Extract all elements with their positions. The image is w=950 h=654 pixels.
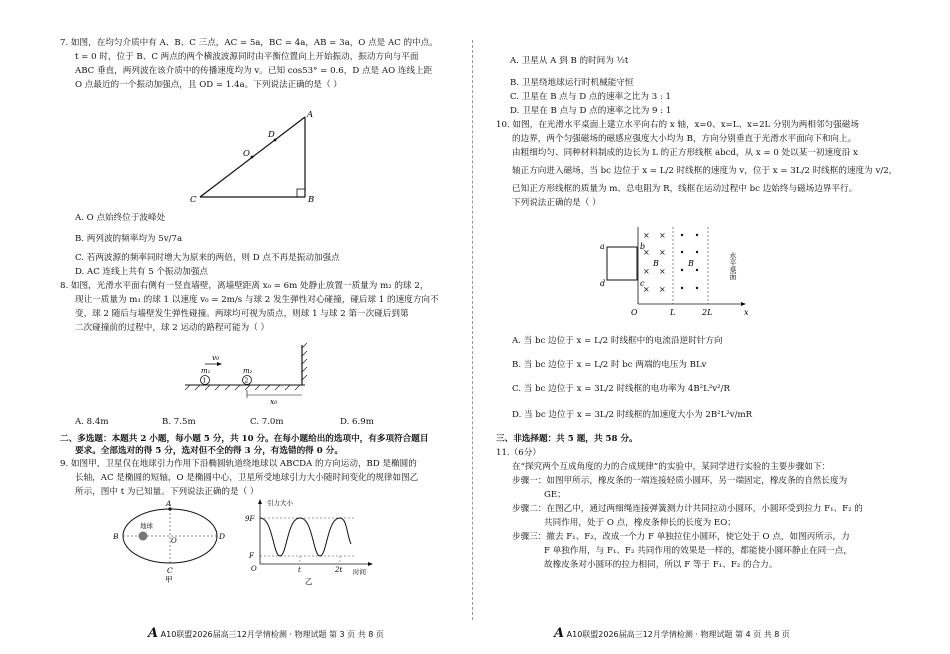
q11-step-2: 步骤二：在图乙中，通过两细绳连接弹簧测力计共同拉动小圆环，小圆环受到拉力 F₁、F₂ 的 bbox=[512, 504, 863, 514]
q9-option-a: A. 卫星从 A 到 B 的时间为 ½t bbox=[510, 56, 629, 66]
q7-option-a: A. O 点始终位于波峰处 bbox=[75, 213, 166, 223]
svg-text:×: × bbox=[659, 231, 666, 240]
q10-label-a: a bbox=[600, 242, 605, 251]
q7-label-a: A bbox=[307, 110, 314, 120]
q9-option-c: C. 卫星在 B 点与 D 点的速率之比为 3 : 1 bbox=[510, 92, 672, 102]
q9-line-2: 长轴，AC 是椭圆的短轴，O 是椭圆中心，卫星所受地球引力大小随时间变化的规律如图乙 bbox=[75, 473, 419, 483]
q10-label-c: c bbox=[640, 279, 645, 288]
q8-label-x0: x₀ bbox=[270, 397, 278, 406]
q9-figure-jia bbox=[110, 498, 230, 584]
left-footer-text: A10联盟2026届高三12月学情检测 · 物理试题 第 3 页 共 8 页 bbox=[160, 630, 384, 639]
publisher-logo: A bbox=[148, 626, 159, 641]
q11-step-3: 步骤三：撤去 F₁、F₂，改成一个力 F 单独拉住小圆环，使它处于 O 点，如图丙所示，力 bbox=[512, 532, 850, 542]
q8-ball-2: 2 bbox=[244, 377, 249, 385]
q11-step-1: 步骤一：如图甲所示，橡皮条的一端连接轻质小圆环，另一端固定，橡皮条的自然长度为 bbox=[512, 476, 848, 486]
right-footer bbox=[554, 626, 790, 641]
q10-table-label: 水平桌面 bbox=[729, 252, 737, 280]
svg-text:×: × bbox=[643, 248, 650, 257]
q10-line-2: 的边界，两个匀强磁场的磁感应强度大小均为 B，方向分别垂直于光滑水平面向下和向上。 bbox=[512, 134, 857, 144]
q9-jia-label-o: O bbox=[171, 537, 177, 545]
q11-step-1-cont: GE； bbox=[544, 490, 566, 500]
left-footer bbox=[148, 626, 384, 641]
q9-option-b: B. 卫星绕地球运行时机械能守恒 bbox=[510, 78, 634, 88]
q9-figure-yi bbox=[245, 496, 380, 588]
q8-label-m2: m₂ bbox=[243, 367, 253, 375]
q8-line-4: 二次碰撞前的过程中，球 2 运动的路程可能为（ ） bbox=[75, 323, 270, 333]
left-page bbox=[0, 0, 472, 654]
q10-label-origin: O bbox=[631, 308, 638, 317]
q10-line-4: 轴正方向进入磁场，当 bc 边位于 x = L/2 时线框的速度为 v，位于 x = 3L/2 时线框的速度为 v/2， bbox=[512, 166, 898, 176]
q10-option-b: B. 当 bc 边位于 x = L/2 时 bc 两端的电压为 BLv bbox=[512, 360, 707, 370]
svg-text:×: × bbox=[659, 267, 666, 276]
q10-field-b-right: B bbox=[688, 259, 694, 268]
q11-head: 11.（6分） bbox=[496, 448, 541, 458]
q9-jia-label-b: B bbox=[113, 532, 119, 541]
q7-label-b: B bbox=[308, 195, 315, 205]
q9-jia-label-a: A bbox=[166, 499, 172, 508]
q7-line-2: t = 0 时，位于 B、C 两点的两个横波波源同时由平衡位置向上开始振动，振动方向与平面 bbox=[75, 52, 419, 62]
q10-magnetic-field-figure bbox=[593, 222, 758, 322]
q8-label-m1: m₁ bbox=[201, 367, 211, 375]
q7-triangle-figure bbox=[180, 100, 330, 210]
q11-step-3-cont-2: 故橡皮条对小圆环的拉力相同，所以 F 等于 F₁、F₂ 的合力。 bbox=[544, 560, 778, 570]
q8-line-3: 变，球 2 随后与墙壁发生弹性碰撞。两球均可视为质点，则球 1 与球 2 第一次碰后到第 bbox=[75, 309, 409, 319]
q8-option-a: A. 8.4m bbox=[75, 417, 109, 427]
q9-option-d: D. 卫星在 B 点与 D 点的速率之比为 9 : 1 bbox=[510, 106, 672, 116]
svg-text:×: × bbox=[659, 248, 666, 257]
q9-yi-y-high: 9F bbox=[245, 515, 255, 523]
q10-line-1: 10. 如图，在光滑水平桌面上建立水平向右的 x 轴，x=0、x=L、x=2L 分别为两相邻匀强磁场 bbox=[496, 120, 859, 130]
svg-text:×: × bbox=[643, 231, 650, 240]
q9-yi-force-curve bbox=[260, 518, 351, 556]
q10-label-b: b bbox=[640, 242, 646, 251]
q10-label-l: L bbox=[670, 308, 676, 317]
q10-option-c: C. 当 bc 边位于 x = 3L/2 时线框的电功率为 4B²L²v²/R bbox=[512, 384, 730, 394]
q8-line-1: 8. 如图，光滑水平面右侧有一竖直墙壁，离墙壁距离 x₀ = 6m 处静止放置一质量为 m₂ 的球 2， bbox=[60, 281, 429, 291]
q7-option-b: B. 两列波的频率均为 5v/7a bbox=[75, 234, 183, 244]
q10-line-5: 已知正方形线框的质量为 m、总电阻为 R，线框在运动过程中 bc 边始终与磁场边界平行。 bbox=[512, 184, 858, 194]
q9-yi-xlabel: 时间 bbox=[353, 568, 366, 576]
q10-label-x: x bbox=[744, 308, 749, 317]
q10-field-b-left: B bbox=[653, 259, 659, 268]
right-page bbox=[478, 0, 950, 654]
q10-option-d: D. 当 bc 边位于 x = 3L/2 时线框的加速度大小为 2B²L²v/mR bbox=[512, 410, 753, 420]
q10-line-6: 下列说法正确的是（ ） bbox=[512, 198, 601, 208]
q9-yi-y-low: F bbox=[249, 552, 254, 560]
q10-label-d: d bbox=[600, 279, 606, 288]
q9-jia-label-c: C bbox=[167, 566, 173, 575]
svg-text:×: × bbox=[659, 285, 666, 294]
q7-label-o: O bbox=[243, 149, 250, 159]
q9-yi-t1: t bbox=[298, 566, 301, 574]
q10-label-2l: 2L bbox=[702, 308, 713, 317]
q8-label-v0: v₀ bbox=[212, 353, 220, 362]
q8-option-d: D. 6.9m bbox=[340, 417, 374, 427]
q9-yi-caption: 乙 bbox=[305, 577, 313, 586]
section-2-heading-line-2: 要求。全部选对的得 5 分，选对但不全的得 3 分，有选错的得 0 分。 bbox=[75, 446, 343, 456]
q8-wall-figure bbox=[180, 340, 320, 408]
q8-option-b: B. 7.5m bbox=[162, 417, 196, 427]
q10-option-a: A. 当 bc 边位于 x = L/2 时线框中的电流沿逆时针方向 bbox=[512, 336, 723, 346]
q7-label-c: C bbox=[190, 195, 197, 205]
q7-option-d: D. AC 连线上共有 5 个振动加强点 bbox=[75, 267, 209, 277]
q9-yi-ylabel: 引力大小 bbox=[267, 499, 293, 507]
q11-step-2-cont: 共同作用，处于 O 点，橡皮条伸长的长度为 EO； bbox=[544, 518, 736, 528]
q9-yi-origin: O bbox=[251, 565, 257, 573]
q9-line-1: 9. 如图甲，卫星仅在地球引力作用下沿椭圆轨道绕地球以 ABCDA 的方向运动，BD 是椭圆的 bbox=[60, 459, 417, 469]
publisher-logo-right: A bbox=[554, 626, 565, 641]
q9-jia-earth-label: 地球 bbox=[140, 522, 153, 530]
q10-line-3: 由粗细均匀、同种材料制成的边长为 L 的正方形线框 abcd，从 x = 0 处以某一初速度沿 x bbox=[512, 148, 858, 158]
q9-jia-caption: 甲 bbox=[165, 575, 173, 584]
q11-step-3-cont-1: F 单独作用，与 F₁、F₂ 共同作用的效果是一样的，都能使小圆环静止在同一点， bbox=[544, 546, 852, 556]
q11-line-1: 在“探究两个互成角度的力的合成规律”的实验中，某同学进行实验的主要步骤如下： bbox=[512, 462, 831, 472]
svg-text:×: × bbox=[643, 267, 650, 276]
right-footer-text: A10联盟2026届高三12月学情检测 · 物理试题 第 4 页 共 8 页 bbox=[566, 630, 790, 639]
svg-text:×: × bbox=[643, 285, 650, 294]
q8-option-c: C. 7.0m bbox=[250, 417, 284, 427]
q7-option-c: C. 若两波源的频率同时增大为原来的两倍，则 D 点不再是振动加强点 bbox=[75, 253, 340, 263]
section-2-heading-line-1: 二、多选题：本题共 2 小题，每小题 5 分，共 10 分。在每小题给出的选项中，有多项符合题目 bbox=[60, 434, 429, 444]
q8-ball-1: 1 bbox=[202, 377, 207, 385]
q8-line-2: 现让一质量为 m₁ 的球 1 以速度 v₀ = 2m/s 与球 2 发生弹性对心碰撞，碰后球 1 的速度方向不 bbox=[75, 295, 439, 305]
q9-yi-t2: 2t bbox=[335, 566, 343, 574]
q7-line-4: O 点最近的一个振动加强点，且 OD = 1.4a。下列说法正确的是（ ） bbox=[75, 80, 342, 90]
q7-line-3: ABC 垂直，两列波在该介质中的传播速度均为 v。已知 cos53° = 0.6，D 点是 AO 连线上距 bbox=[75, 66, 433, 76]
q7-label-d: D bbox=[268, 130, 275, 140]
section-3-heading: 三、非选择题：共 5 题，共 58 分。 bbox=[496, 434, 638, 444]
column-divider bbox=[472, 40, 473, 620]
q9-jia-label-d: D bbox=[219, 532, 226, 541]
q9-line-3: 所示，图中 t 为已知量。下列说法正确的是（ ） bbox=[75, 487, 259, 497]
q7-line-1: 7. 如图，在均匀介质中有 A、B、C 三点，AC = 5a，BC = 4a，AB = 3a，O 点是 AC 的中点。 bbox=[60, 38, 438, 48]
